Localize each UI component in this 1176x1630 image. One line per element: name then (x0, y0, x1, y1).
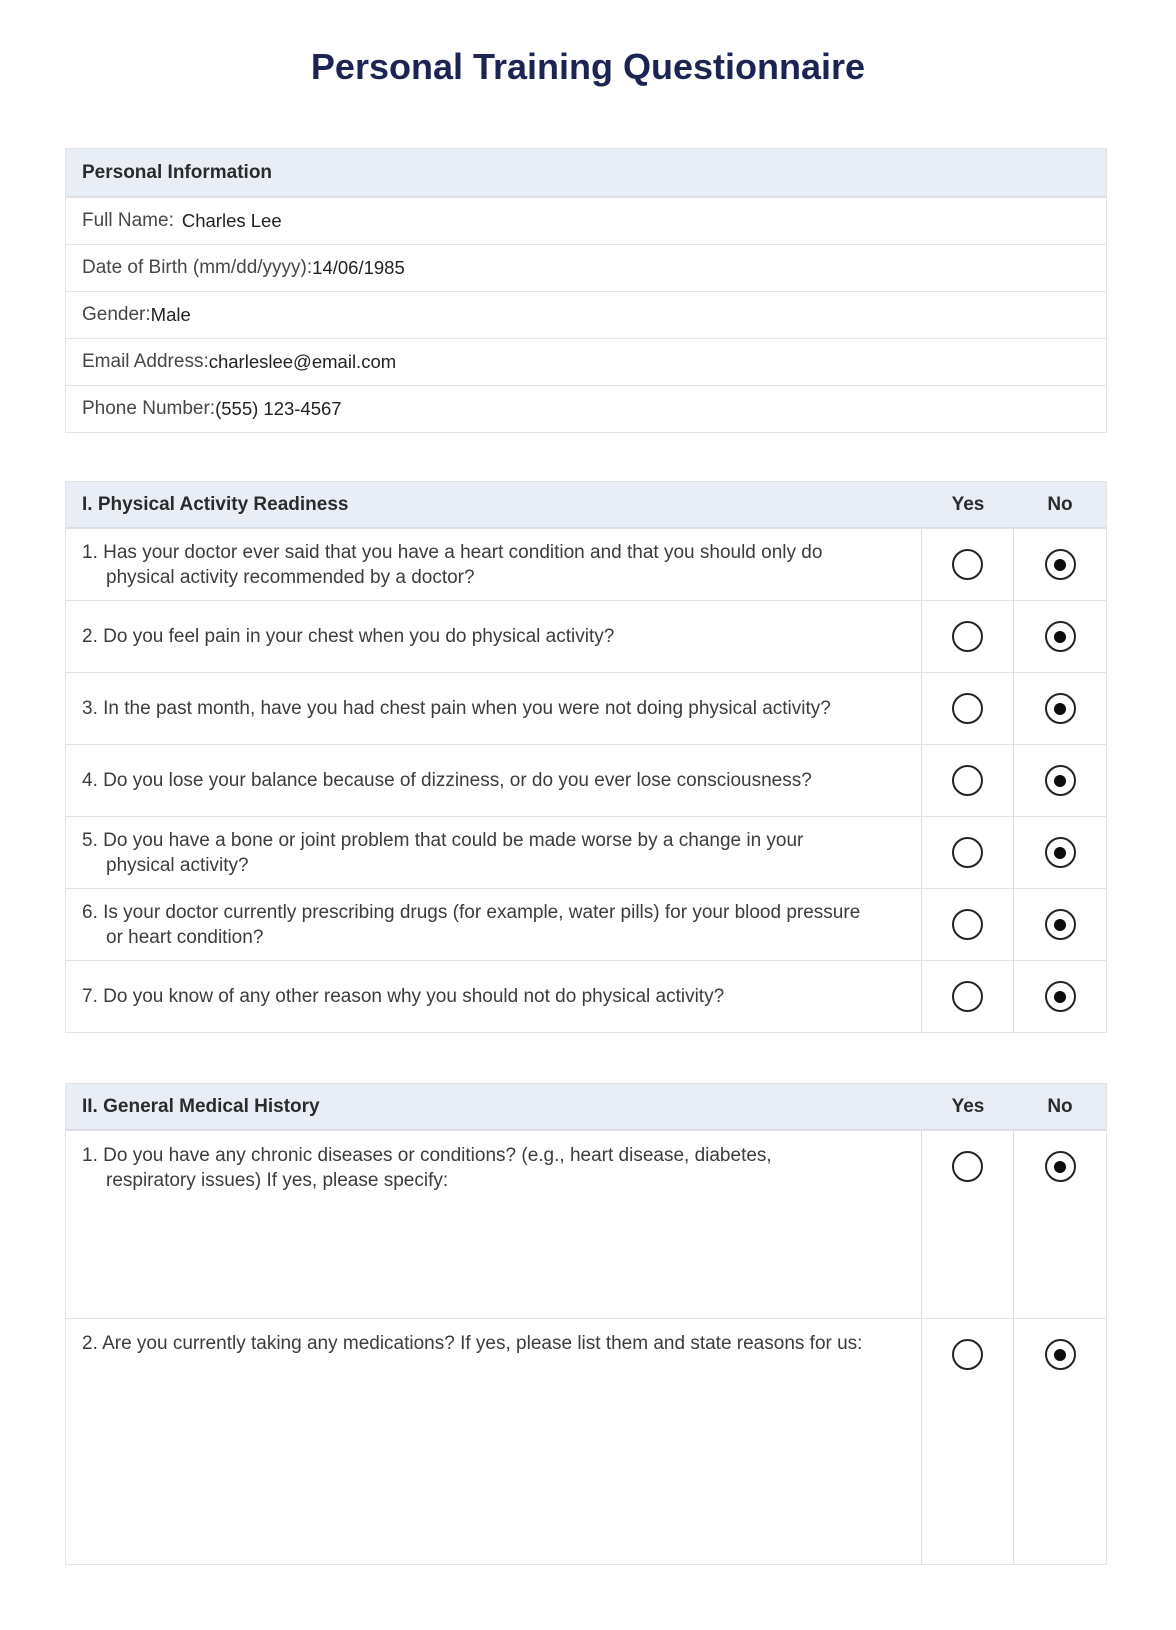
radio-no[interactable] (1045, 981, 1076, 1012)
section-2-title: II. General Medical History (82, 1095, 320, 1117)
section-2-no-column-label: No (1047, 1095, 1073, 1117)
no-cell (1014, 601, 1106, 672)
pi-row-full-name (66, 197, 1106, 244)
no-cell (1014, 1319, 1106, 1564)
question-row-s1-q3 (66, 672, 1106, 744)
date-of-birth-value[interactable]: 14/06/1985 (312, 257, 405, 278)
phone-label: Phone Number: (82, 398, 216, 419)
general-medical-history-table (65, 1083, 1107, 1565)
phone-value[interactable]: (555) 123-4567 (215, 398, 342, 419)
radio-no[interactable] (1045, 1339, 1076, 1370)
date-of-birth-label: Date of Birth (mm/dd/yyyy): (82, 257, 313, 278)
yes-cell (922, 529, 1014, 600)
gender-value[interactable]: Male (150, 304, 191, 325)
question-row-s1-q7 (66, 960, 1106, 1032)
radio-no[interactable] (1045, 621, 1076, 652)
no-cell (1014, 745, 1106, 816)
question-text: 3. In the past month, have you had chest pain when you were not doing physical activity? (82, 698, 831, 719)
no-cell (1014, 817, 1106, 888)
yes-cell (922, 961, 1014, 1032)
question-cell (66, 529, 922, 600)
question-row-s2-q2 (66, 1318, 1106, 1564)
radio-yes[interactable] (952, 1339, 983, 1370)
section-1-title: I. Physical Activity Readiness (82, 493, 349, 515)
question-text: 1. Has your doctor ever said that you have a heart condition and that you should only do physical activity recommended by a doctor? (82, 541, 823, 588)
radio-yes[interactable] (952, 909, 983, 940)
yes-cell (922, 1131, 1014, 1318)
section-1-no-column-label: No (1047, 493, 1073, 515)
yes-cell (922, 817, 1014, 888)
radio-no[interactable] (1045, 837, 1076, 868)
radio-yes[interactable] (952, 1151, 983, 1182)
no-cell (1014, 529, 1106, 600)
section-2-header-row (66, 1084, 1106, 1130)
full-name-label: Full Name: (82, 210, 174, 231)
radio-yes[interactable] (952, 765, 983, 796)
radio-yes[interactable] (952, 981, 983, 1012)
question-row-s1-q6 (66, 888, 1106, 960)
question-row-s1-q5 (66, 816, 1106, 888)
personal-info-header: Personal Information (66, 149, 1106, 197)
radio-yes[interactable] (952, 549, 983, 580)
question-cell (66, 601, 922, 672)
section-1-header-row (66, 482, 1106, 528)
no-cell (1014, 961, 1106, 1032)
yes-cell (922, 745, 1014, 816)
pi-row-email (66, 338, 1106, 385)
question-cell (66, 1131, 922, 1318)
gender-label: Gender: (82, 304, 151, 325)
question-cell (66, 673, 922, 744)
question-row-s1-q4 (66, 744, 1106, 816)
radio-no[interactable] (1045, 549, 1076, 580)
yes-cell (922, 673, 1014, 744)
radio-no[interactable] (1045, 1151, 1076, 1182)
question-text: 6. Is your doctor currently prescribing drugs (for example, water pills) for your blood pressure or heart condition? (82, 901, 861, 948)
question-text: 1. Do you have any chronic diseases or conditions? (e.g., heart disease, diabetes, respiratory issues) If yes, please specify: (82, 1145, 772, 1191)
pi-row-date-of-birth (66, 244, 1106, 291)
pi-row-gender (66, 291, 1106, 338)
pi-row-phone (66, 385, 1106, 432)
question-text: 2. Are you currently taking any medications? If yes, please list them and state reasons for us: (82, 1333, 863, 1354)
radio-yes[interactable] (952, 621, 983, 652)
question-cell (66, 1319, 922, 1564)
question-cell (66, 745, 922, 816)
email-value[interactable]: charleslee@email.com (208, 351, 397, 372)
radio-yes[interactable] (952, 837, 983, 868)
question-text: 4. Do you lose your balance because of dizziness, or do you ever lose consciousness? (82, 770, 812, 791)
radio-no[interactable] (1045, 909, 1076, 940)
no-cell (1014, 889, 1106, 960)
full-name-value[interactable]: Charles Lee (181, 210, 282, 231)
email-label: Email Address: (82, 351, 209, 372)
no-cell (1014, 673, 1106, 744)
no-cell (1014, 1131, 1106, 1318)
yes-cell (922, 1319, 1014, 1564)
question-row-s2-q1 (66, 1130, 1106, 1318)
yes-cell (922, 601, 1014, 672)
question-text: 2. Do you feel pain in your chest when you do physical activity? (82, 626, 615, 647)
question-text: 5. Do you have a bone or joint problem that could be made worse by a change in your physical activity? (82, 829, 804, 876)
personal-info-table (65, 148, 1107, 433)
question-row-s1-q2 (66, 600, 1106, 672)
physical-activity-readiness-table (65, 481, 1107, 1033)
section-2-yes-column-label: Yes (951, 1095, 985, 1117)
question-row-s1-q1 (66, 528, 1106, 600)
radio-yes[interactable] (952, 693, 983, 724)
question-cell (66, 889, 922, 960)
question-cell (66, 961, 922, 1032)
section-1-yes-column-label: Yes (951, 493, 985, 515)
question-cell (66, 817, 922, 888)
yes-cell (922, 889, 1014, 960)
radio-no[interactable] (1045, 765, 1076, 796)
page-title: Personal Training Questionnaire (310, 46, 866, 87)
radio-no[interactable] (1045, 693, 1076, 724)
question-text: 7. Do you know of any other reason why you should not do physical activity? (82, 986, 725, 1007)
